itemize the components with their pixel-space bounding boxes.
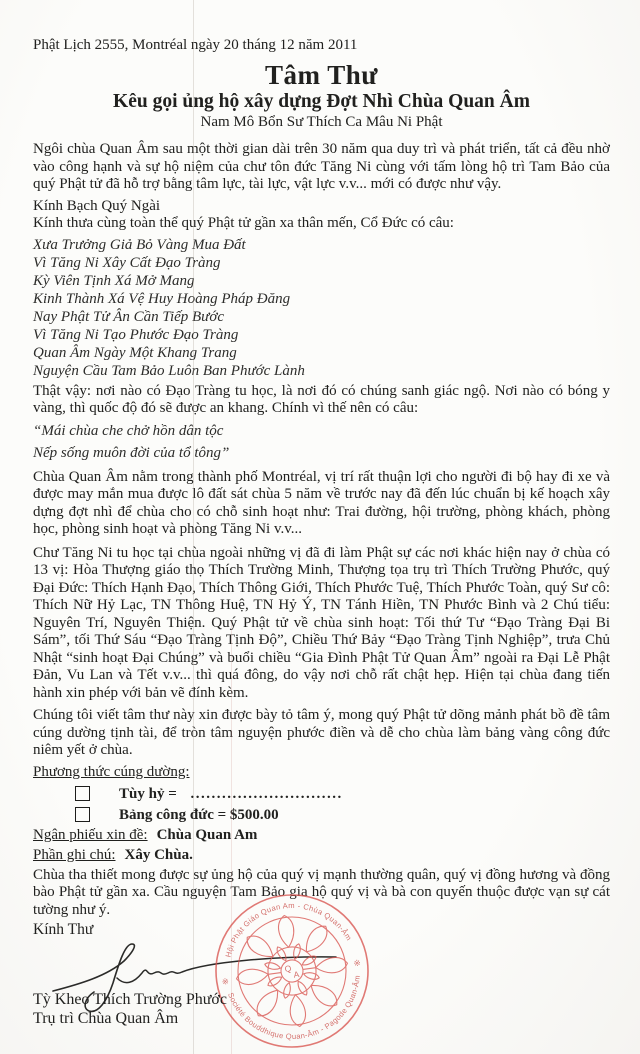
stamp-center-monogram: A [292, 969, 300, 980]
memo-value: Xây Chùa. [124, 847, 193, 863]
quote-line-1: “Mái chùa che chở hồn dân tộc [33, 422, 224, 439]
letter-title: Tâm Thư [265, 60, 378, 90]
poem-line: Xưa Trưởng Giả Bỏ Vàng Mua Đất [33, 236, 246, 253]
cheque-payee-value: Chùa Quan Am [156, 826, 258, 843]
faith-paragraph: Thật vậy: nơi nào có Đạo Tràng tu học, là nơi đó có chúng sanh giác ngộ. Nơi nào có bóng y vàng, thì quốc độ đó sẽ được an khang. Chính vì thế nên có câu: [33, 382, 610, 416]
poem-line: Vì Tăng Ni Xây Cất Đạo Tràng [33, 254, 221, 271]
intro-paragraph: Ngôi chùa Quan Âm sau một thời gian dài trên 30 năm qua duy trì và phát triển, tất cả đều nhờ vào công hạnh và sự hộ niệm của chư tôn đức Tăng Ni cùng với tấm lòng hộ trì Tam Bảo của quý Phật tử đã hỗ trợ bằng tâm lực, tài lực, vật lực v.v... mới có được như vậy. [33, 141, 610, 192]
stamp-side-mark-left: ※ [221, 975, 230, 987]
closing-paragraph: Chùa tha thiết mong được sự ủng hộ của quý vị mạnh thường quân, quý vị đồng hương và đồng bào Phật tử gần xa. Cầu nguyện Tam Bảo gia hộ quý vị và bà con quyến thuộc được vạn sự cát tường như ý. [33, 866, 610, 918]
signer-title: Trụ trì Chùa Quan Âm [33, 1010, 179, 1027]
poem-line: Kinh Thành Xá Vệ Huy Hoàng Pháp Đăng [33, 290, 291, 307]
stamp-top-text: Hội Phật Giáo Quan Am - Chùa Quan-Âm [223, 900, 354, 959]
memo-line [33, 846, 610, 865]
donation-methods-heading: Phương thức cúng dường: [33, 763, 190, 780]
letter-subtitle: Kêu gọi ủng hộ xây dựng Đợt Nhì Chùa Quan Âm [113, 91, 530, 112]
donation-option-tuy-hy [33, 785, 610, 803]
sangha-paragraph: Chư Tăng Ni tu học tại chùa ngoài những vị đã đi làm Phật sự các nơi khác hiện nay ở chùa có 13 vị: Hòa Thượng giáo thọ Thích Trường Minh, Thượng tọa trụ trì Thích Trường Phước, quý Đại Đức: Thích Hạnh Đạo, Thích Thông Giới, Thích Phước Tuệ, Thích Phước Toàn, quý Sư cô: Thích Nữ Hỷ Lạc, TN Thông Huệ, TN Hỷ Ý, TN Tánh Hiền, TN Phước Bình và 2 Chú tiểu: Nguyên Trí, Nguyên Thiện. Quý Phật tử về chùa sinh hoạt: Tối thứ Tư “Đạo Tràng Đại Bi Sám”, tối Thứ Sáu “Đạo Tràng Tịnh Độ”, Chiều Thứ Bảy “Đạo Tràng Tịnh Nghiệp”, trưa Chủ Nhật “sinh hoạt Đại Chúng” và buổi chiều “Gia Đình Phật Tử Quan Âm” ngoài ra Đại Lễ Phật Đản, Vu Lan và Tết v.v... thì quá đông, do vậy nơi chỗ rất chật hẹp. Hiện tại chùa đang tiến hành xin phép với bản vẽ đính kèm. [33, 544, 610, 701]
donation-option-label: Tùy hỷ [119, 785, 165, 802]
donation-option-label: Bảng công đức [119, 806, 214, 823]
appeal-paragraph: Chúng tôi viết tâm thư này xin được bày tỏ tâm ý, mong quý Phật tử dõng mảnh phát bồ đề tâm cúng dường tịnh tài, để tròn tâm nguyện phước điền và dễ cho chùa làm bảng vàng công đức niêm yết ở chùa. [33, 707, 610, 758]
checkbox-icon [75, 786, 90, 801]
stamp-bottom-text: Société Bouddhique Quan-Âm - Pagode Quan-Âm [226, 974, 362, 1042]
stamp-center-monogram: Q [283, 963, 292, 974]
salutation-line-1: Kính Bạch Quý Ngài [33, 197, 161, 214]
lotus-icon [229, 908, 355, 1034]
poem-line: Vì Tăng Ni Tạo Phước Đạo Tràng [33, 326, 239, 343]
donation-option-bang-cong-duc [33, 806, 610, 824]
donation-option-value: ............................. [190, 785, 343, 802]
cheque-payee-line [33, 826, 610, 845]
poem-line: Quan Âm Ngày Một Khang Trang [33, 344, 237, 361]
invocation-line: Nam Mô Bổn Sư Thích Ca Mâu Ni Phật [200, 114, 443, 130]
salutation-line-2: Kính thưa cùng toàn thể quý Phật tử gần xa thân mến, Cổ Đức có câu: [33, 215, 454, 231]
poem-line: Nguyện Cầu Tam Bảo Luôn Ban Phước Lành [33, 362, 305, 379]
donation-option-value: $500.00 [229, 806, 279, 823]
signature-scribble [35, 933, 355, 1028]
checkbox-icon [75, 807, 90, 822]
cheque-payee-label: Ngân phiếu xin đề: [33, 826, 148, 843]
stamp-side-mark-right: ※ [352, 957, 362, 969]
poem-line: Nay Phật Tử Ân Cần Tiếp Bước [33, 308, 225, 325]
poem [33, 236, 610, 380]
signer-name: Tỳ Kheo Thích Trường Phước [33, 991, 227, 1008]
closing-salutation: Kính Thư [33, 921, 94, 938]
location-paragraph: Chùa Quan Âm nằm trong thành phố Montréal, vị trí rất thuận lợi cho người đi bộ hay đi xe và được may mắn mua được lô đất sát chùa 5 năm về trước nay đã đến lúc chuẩn bị kế hoạch xây dựng đợt nhì để chùa cho có chỗ sinh hoạt như: Trai đường, hội trường, phòng khách, phòng học, phòng sinh hoạt và phòng Tăng Ni v.v... [33, 468, 610, 537]
date-line: Phật Lịch 2555, Montréal ngày 20 tháng 12 năm 2011 [33, 37, 358, 53]
equals-sign: = [217, 806, 227, 823]
poem-line: Kỳ Viên Tịnh Xá Mở Mang [33, 272, 195, 289]
quote-line-2: Nếp sống muôn đời của tổ tông” [33, 444, 230, 461]
equals-sign: = [168, 785, 177, 802]
memo-label: Phần ghi chú: [33, 847, 116, 863]
